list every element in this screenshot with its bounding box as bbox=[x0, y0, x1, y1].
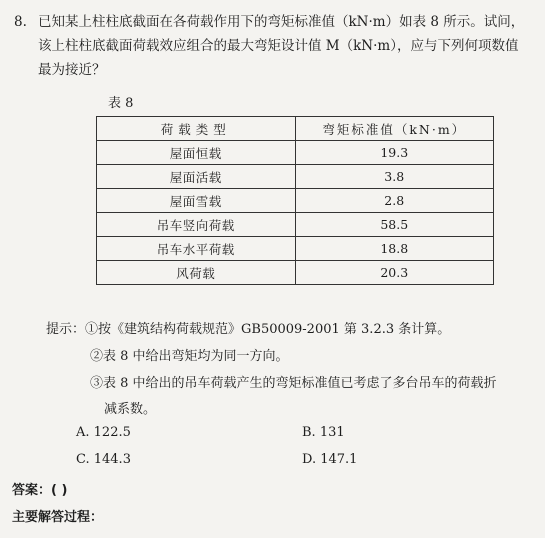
load-name: 屋面雪载 bbox=[97, 189, 296, 213]
moment-value: 3.8 bbox=[295, 165, 494, 189]
question-text bbox=[14, 10, 534, 82]
load-name: 吊车竖向荷载 bbox=[97, 213, 296, 237]
option-d: D. 147.1 bbox=[302, 452, 358, 467]
load-name: 风荷载 bbox=[97, 261, 296, 285]
table-row bbox=[97, 213, 494, 237]
header-load-type: 荷载类型 bbox=[97, 117, 296, 141]
load-name: 屋面恒载 bbox=[97, 141, 296, 165]
table-row bbox=[97, 237, 494, 261]
table-caption: 表 8 bbox=[108, 96, 134, 111]
load-name: 吊车水平荷载 bbox=[97, 237, 296, 261]
hint-line: 减系数。 bbox=[104, 402, 157, 417]
moment-value: 19.3 bbox=[295, 141, 494, 165]
moment-value: 18.8 bbox=[295, 237, 494, 261]
option-a: A. 122.5 bbox=[76, 425, 131, 440]
table-row bbox=[97, 165, 494, 189]
hint-line: ③表 8 中给出的吊车荷载产生的弯矩标准值已考虑了多台吊车的荷载折 bbox=[90, 376, 497, 391]
hint-line: 提示：①按《建筑结构荷载规范》GB50009-2001 第 3.2.3 条计算。 bbox=[46, 322, 451, 337]
question-line: 已知某上柱柱底截面在各荷载作用下的弯矩标准值（kN·m）如表 8 所示。试问， bbox=[38, 14, 525, 30]
header-moment-value: 弯矩标准值（kN·m） bbox=[295, 117, 494, 141]
moment-table bbox=[96, 116, 494, 285]
table-row bbox=[97, 141, 494, 165]
option-b: B. 131 bbox=[302, 425, 345, 440]
moment-value: 2.8 bbox=[295, 189, 494, 213]
question-line: 最为接近？ bbox=[38, 62, 106, 78]
table-header-row bbox=[97, 117, 494, 141]
answer-label: 答案：( ) bbox=[12, 483, 68, 498]
moment-value: 20.3 bbox=[295, 261, 494, 285]
load-name: 屋面活载 bbox=[97, 165, 296, 189]
option-c: C. 144.3 bbox=[76, 452, 131, 467]
question-number: 8. bbox=[14, 14, 27, 30]
moment-value: 58.5 bbox=[295, 213, 494, 237]
table-row bbox=[97, 189, 494, 213]
question-line: 该上柱柱底截面荷载效应组合的最大弯矩设计值 M（kN·m），应与下列何项数值 bbox=[38, 38, 519, 54]
table-row bbox=[97, 261, 494, 285]
solution-process-label: 主要解答过程： bbox=[12, 510, 104, 525]
hint-line: ②表 8 中给出弯矩均为同一方向。 bbox=[90, 349, 289, 364]
